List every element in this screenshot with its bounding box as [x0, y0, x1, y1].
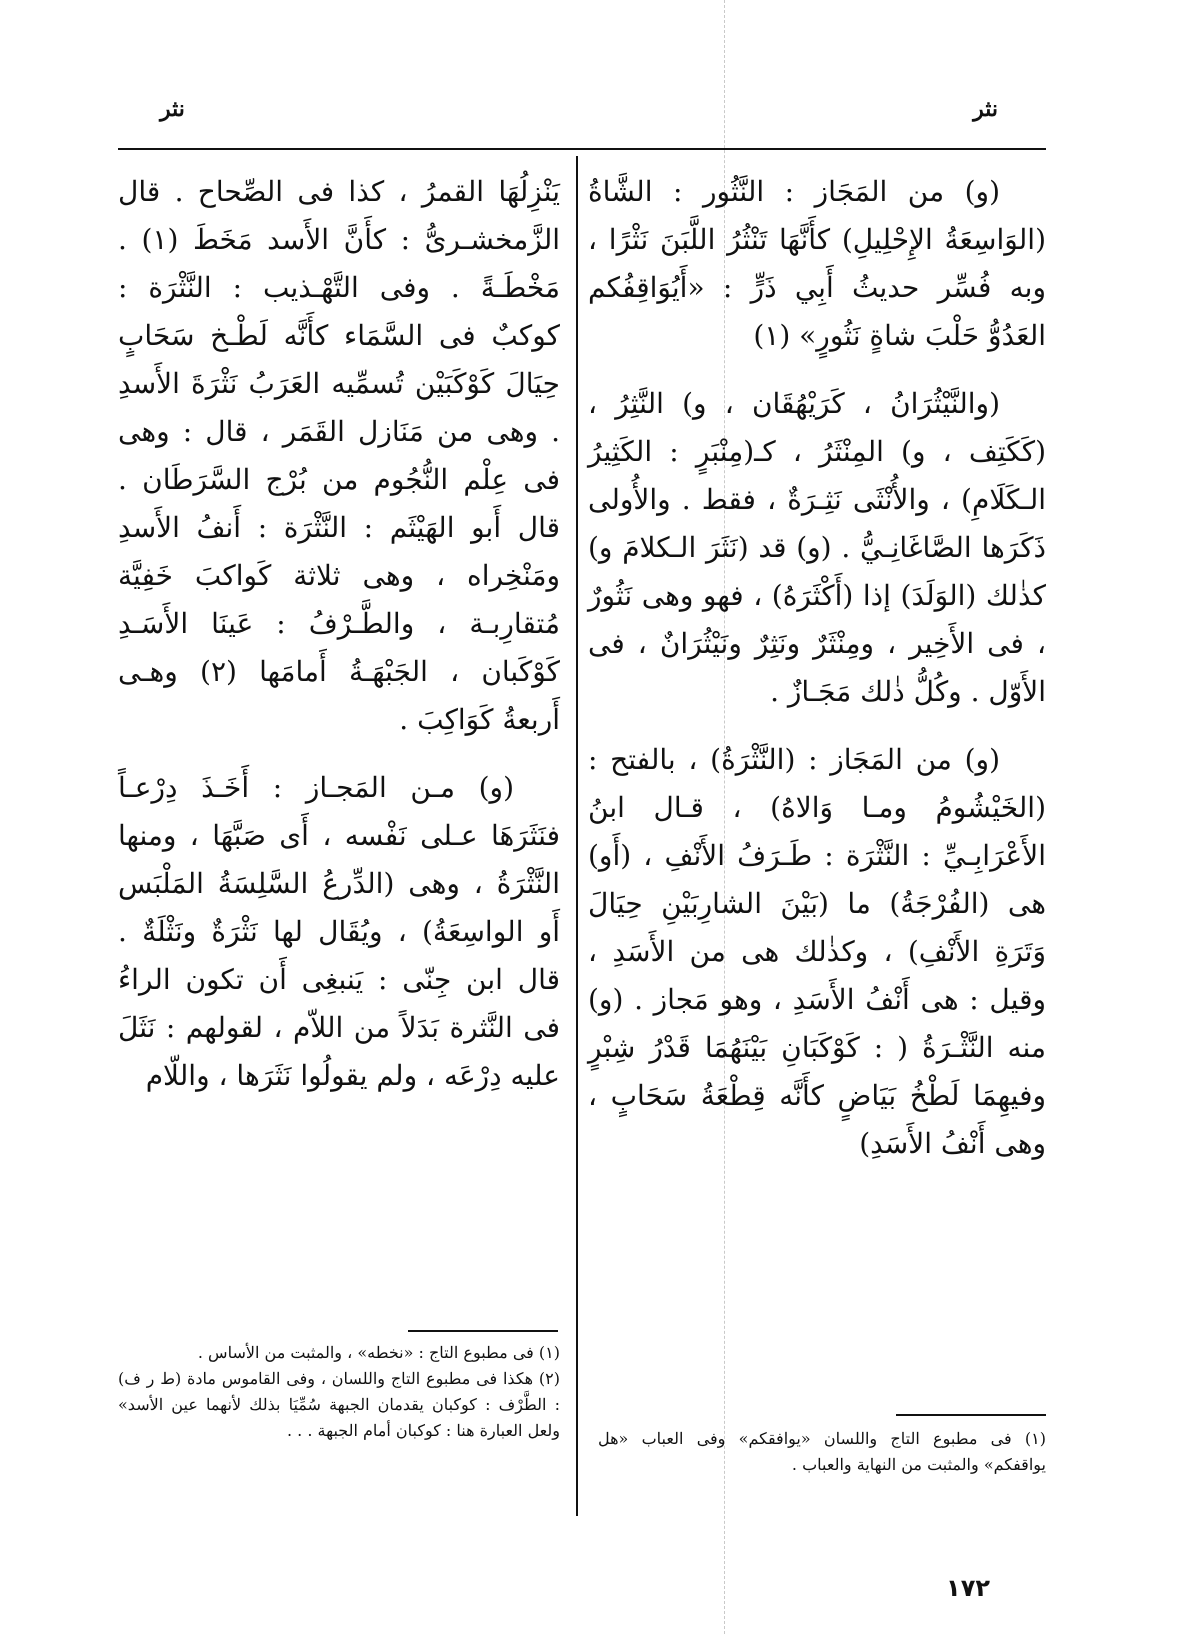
right-column	[588, 168, 1046, 1188]
entry-paragraph: (و) من المَجَاز : (النَّثْرَةُ) ، بالفتح : (الخَيْشُومُ ومـا وَالاهُ) ، قـال ابنُ الأَعْرَابِـيِّ : النَّثْرَة : طَـرَفُ الأَنْفِ ، (أَو) هى (الفُرْجَةُ) ما (بَيْنَ الشارِبَيْنِ حِيَالَ وَتَرَةِ الأَنْفِ) ، وكذٰلك هى من الأَسَدِ ، وقيل : هى أَنْفُ الأَسَدِ ، وهو مَجاز . (و) منه النَّثْـرَةُ ( : كَوْكَبَانِ بَيْنَهُمَا قَدْرُ شِبْرٍ وفيهِمَا لَطْخُ بَيَاضٍ كأَنَّه قِطْعَةُ سَحَابٍ ، وهى أَنْفُ الأَسَدِ)	[588, 743, 1046, 1160]
footnotes-right	[598, 1426, 1046, 1478]
running-head-left: نثر	[160, 96, 185, 122]
entry-paragraph: (و) من المَجَاز : النَّثُور : الشَّاةُ (الوَاسِعَةُ الإِحْلِيلِ) كأَنَّهَا تَنْثُرُ اللَّبَنَ نَثْرًا ، وبه فُسِّر حديثُ أَبِي ذَرٍّ : «أَيُوَاقِفُكم العَدُوُّ حَلْبَ شاةٍ نَثُورٍ» (١)	[588, 175, 1046, 352]
footnote: (٢) هكذا فى مطبوع التاج واللسان ، وفى القاموس مادة (ط ر ف) : الطَّرْف : كوكبان يقدمان الجبهة سُمِّيَا بذلك لأنهما عين الأسد» ولعل العبارة هنا : كوكبان أمام الجبهة . . .	[118, 1369, 560, 1440]
running-head-right: نثر	[973, 96, 998, 122]
footnote-rule-right	[896, 1414, 1046, 1416]
footnote: (١) فى مطبوع التاج واللسان «يوافقكم» وفى العباب «هل يواقفكم» والمثبت من النهاية والعباب .	[598, 1429, 1046, 1474]
page-number: ١٧٢	[946, 1574, 990, 1602]
entry-paragraph: يَنْزِلُهَا القمرُ ، كذا فى الصِّحاح . قال الزَّمخشـرىُّ : كأَنَّ الأَسد مَخَطَ (١) . مَخْطَـةً . وفى التَّهْـذيب : النَّثْرَة : كوكبٌ فى السَّمَاء كأَنَّه لَطْـخ سَحَابٍ حِيَالَ كَوْكَبَيْن تُسمِّيه العَرَبُ نَثْرَةَ الأَسدِ . وهى من مَنَازل القَمَر ، قال : وهى فى عِلْم النُّجُوم من بُرْج السَّرَطَان . قال أَبو الهَيْثَم : النَّثْرَة : أَنفُ الأَسدِ ومَنْخِراه ، وهى ثلاثة كَواكبَ خَفِيَّة مُتقارِبـة ، والطَّـرْفُ : عَينَا الأَسَـدِ كَوْكَبان ، الجَبْهَـةُ أَمامَها (٢) وهـى أَربعةُ كَوَاكِبَ .	[118, 175, 561, 736]
entry-paragraph: (و) مـن المَجـاز : أَخَـذَ دِرْعـاً فنَثَرَهَا عـلى نَفْسه ، أَى صَبَّهَا ، ومنها النَّثْرَةُ ، وهى (الدِّرعُ السَّلِسَةُ المَلْبَس أَو الواسِعَةُ) ، ويُقَال لها نَثْرَةٌ ونَثْلَةٌ . قال ابن جِنّى : يَنبغِى أَن تكون الراءُ فى النَّثرة بَدَلاً من اللاّم ، لقولهم : نَثَلَ عليه دِرْعَه ، ولم يقولُوا نَثَرَها ، واللّام	[118, 771, 560, 1092]
footnote: (١) فى مطبوع التاج : «نخطه» ، والمثبت من الأساس .	[197, 1343, 560, 1362]
footnote-rule-left	[408, 1330, 558, 1332]
column-divider	[576, 156, 578, 1516]
left-column	[118, 168, 560, 1120]
entry-paragraph: (والنَّيْثُرَانُ ، كَرَيْهُقَان ، و) النَّثِرُ ، (كَكَتِف ، و) المِنْثَرُ ، كـ(مِنْبَرٍ : الكَثِيرُ الـكَلَامِ) ، والأُنْثَى نَثِـرَةٌ ، فقط . والأُولى ذَكَرَها الصَّاغَانِـيُّ . (و) قد (نَثَرَ الـكلامَ و) كذٰلك (الوَلَدَ) إذا (أَكْثَرَهُ) ، فهو وهى نَثُورٌ ، فى الأَخِير ، ومِنْثَرٌ ونَثِرٌ ونَيْثُرَانٌ ، فى الأَوّل . وكُلُّ ذٰلك مَجَـازٌ .	[588, 387, 1046, 708]
footnotes-left	[118, 1340, 560, 1444]
header-rule	[118, 148, 1046, 150]
